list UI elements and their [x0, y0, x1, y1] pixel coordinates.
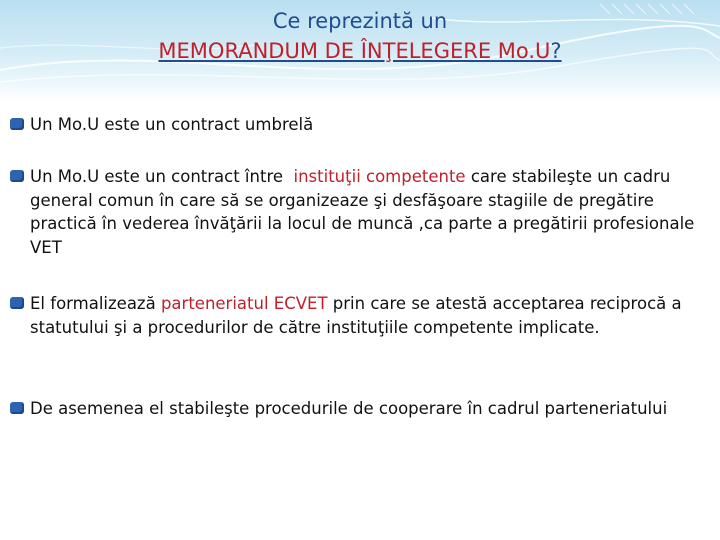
title-line-2-text: MEMORANDUM DE ÎNŢELEGERE Mo.U — [158, 39, 551, 63]
bullet-text-start: Un Mo.U este un contract între — [30, 167, 294, 186]
highlight-institutii-competente: instituţii competente — [293, 167, 466, 186]
bullet-marker-icon — [10, 402, 24, 414]
slide-title — [0, 6, 720, 66]
bullet-marker-icon — [10, 170, 24, 182]
bullet-text-end: prin care se atestă acceptarea reciprocă a statutului şi a procedurilor de către instituţiile competente implicate. — [30, 294, 682, 337]
bullet-item — [10, 165, 708, 259]
highlight-parteneriatul-ecvet: parteneriatul ECVET — [160, 294, 328, 313]
bullet-text-start: El formalizează — [30, 294, 161, 313]
title-question-mark: ? — [550, 39, 562, 63]
bullet-item — [10, 113, 708, 137]
bullet-marker-icon — [10, 297, 24, 309]
title-line-2 — [158, 36, 561, 66]
bullet-text-end: care stabileşte un cadru general comun în care să se organizeaze şi desfăşoare stagiile de pregătire practică în vederea învăţării la locul de muncă ,ca parte a pregătirii profesionale VET — [30, 167, 695, 257]
bullet-text: De asemenea el stabileşte procedurile de cooperare în cadrul parteneriatului — [30, 399, 668, 418]
bullet-text: Un Mo.U este un contract umbrelă — [30, 115, 314, 134]
bullet-text — [30, 165, 708, 259]
title-line-1: Ce reprezintă un — [272, 9, 448, 33]
bullet-item — [10, 292, 708, 339]
bullet-marker-icon — [10, 118, 24, 130]
bullet-text — [30, 292, 708, 339]
bullet-item — [10, 397, 708, 421]
